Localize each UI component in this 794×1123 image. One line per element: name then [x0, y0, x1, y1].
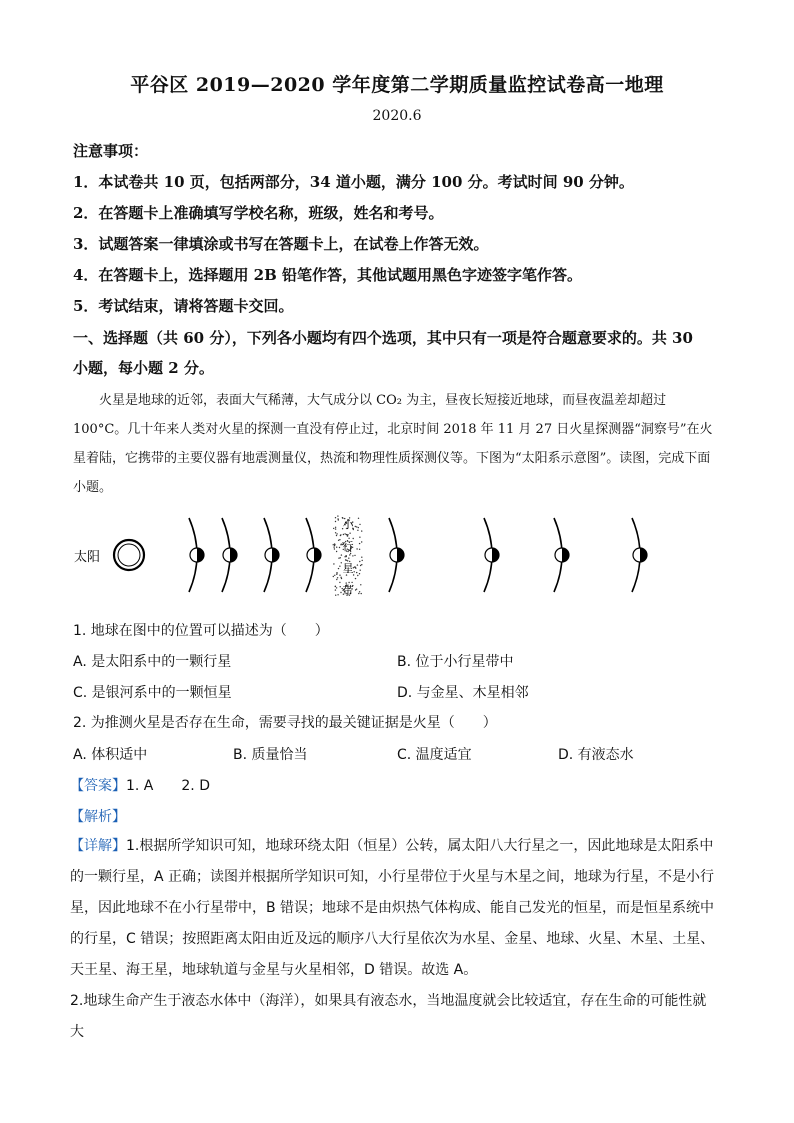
asteroid-dot [356, 572, 357, 573]
q2-option-b: B. 质量恰当 [233, 747, 308, 763]
asteroid-dot [348, 538, 349, 539]
asteroid-dot [359, 524, 360, 525]
notice-item: 1．本试卷共 10 页，包括两部分，34 道小题，满分 100 分。考试时间 90 分钟。 [73, 173, 634, 191]
asteroid-dot [336, 551, 337, 552]
asteroid-dot [346, 560, 347, 561]
analysis-detail-2: 2.地球生命产生于液态水体中（海洋），如果具有液态水，当地温度就会比较适宜，存在生命的可能性就大 [70, 993, 707, 1040]
asteroid-dot [335, 532, 336, 533]
q1-option-a: A. 是太阳系中的一颗行星 [73, 654, 232, 670]
asteroid-dot [333, 544, 334, 545]
asteroid-dot [358, 593, 359, 594]
planet-night-side [397, 548, 404, 562]
asteroid-dot [338, 558, 339, 559]
q1-option-b: B. 位于小行星带中 [397, 654, 514, 670]
asteroid-dot [333, 576, 334, 577]
asteroid-dot [356, 526, 357, 527]
q1-option-c: C. 是银河系中的一颗恒星 [73, 685, 232, 701]
question-2-stem: 2. 为推测火星是否存在生命，需要寻找的最关键证据是火星（ ） [73, 715, 497, 731]
page-title: 平谷区 2019—2020 学年度第二学期质量监控试卷高一地理 [130, 74, 664, 96]
asteroid-dot [361, 593, 362, 594]
planet-night-side [492, 548, 499, 562]
analysis-tag [70, 806, 126, 826]
asteroid-dot [359, 591, 360, 592]
asteroid-dot [340, 557, 341, 558]
asteroid-dot [337, 577, 338, 578]
asteroid-dot [354, 555, 355, 556]
section-heading-line1: 一、选择题（共 60 分），下列各小题均有四个选项，其中只有一项是符合题意要求的。共 30 [73, 329, 693, 347]
asteroid-dot [360, 565, 361, 566]
asteroid-dot [359, 549, 360, 550]
asteroid-dot [352, 555, 353, 556]
asteroid-dot [361, 557, 362, 558]
q2-option-d: D. 有液态水 [558, 747, 634, 763]
answer-tag: 【答案】 [70, 778, 126, 794]
notice-item: 3．试题答案一律填涂或书写在答题卡上，在试卷上作答无效。 [73, 235, 489, 253]
asteroid-dot [341, 554, 342, 555]
asteroid-dot [337, 518, 338, 519]
asteroid-dot [334, 548, 335, 549]
asteroid-dot [337, 594, 338, 595]
asteroid-dot [345, 555, 346, 556]
asteroid-dot [335, 589, 336, 590]
asteroid-dot [343, 534, 344, 535]
asteroid-dot [355, 526, 356, 527]
asteroid-dot [354, 571, 355, 572]
analysis-label: 【解析】 [70, 809, 126, 825]
asteroid-dot [337, 515, 338, 516]
asteroid-dot [338, 568, 339, 569]
asteroid-dot [336, 579, 337, 580]
planet-night-side [640, 548, 647, 562]
planet-night-side [230, 548, 237, 562]
asteroid-dot [356, 548, 357, 549]
asteroid-dot [350, 553, 351, 554]
asteroid-dot [359, 561, 360, 562]
exam-date: 2020.6 [372, 108, 422, 124]
asteroid-dot [344, 533, 345, 534]
asteroid-dot [339, 539, 340, 540]
planet-orbits [189, 518, 647, 592]
asteroid-dot [349, 533, 350, 534]
question-1-stem: 1. 地球在图中的位置可以描述为（ ） [73, 623, 329, 639]
asteroid-dot [359, 537, 360, 538]
q2-option-c: C. 温度适宜 [397, 747, 472, 763]
asteroid-dot [349, 554, 350, 555]
answer-text: 1. A 2. D [126, 778, 210, 794]
asteroid-dot [333, 546, 334, 547]
asteroid-dot [336, 572, 337, 573]
asteroid-dot [351, 582, 352, 583]
asteroid-dot [339, 575, 340, 576]
asteroid-dot [357, 575, 358, 576]
asteroid-dot [346, 534, 347, 535]
asteroid-dot [339, 547, 340, 548]
planet-night-side [562, 548, 569, 562]
asteroid-dot [357, 564, 358, 565]
planet-night-side [197, 548, 204, 562]
asteroid-dot [354, 566, 355, 567]
asteroid-dot [334, 543, 335, 544]
asteroid-dot [361, 530, 362, 531]
asteroid-dot [359, 573, 360, 574]
asteroid-dot [361, 541, 362, 542]
belt-label-char: 带 [342, 584, 354, 597]
asteroid-dot [353, 538, 354, 539]
asteroid-dot [358, 527, 359, 528]
asteroid-dot [340, 577, 341, 578]
asteroid-dot [348, 582, 349, 583]
asteroid-dot [336, 547, 337, 548]
belt-label-char: 小 [342, 518, 354, 531]
asteroid-dot [362, 560, 363, 561]
asteroid-dot [340, 586, 341, 587]
notice-item: 2．在答题卡上准确填写学校名称，班级，姓名和考号。 [73, 204, 444, 222]
asteroid-dot [355, 589, 356, 590]
asteroid-dot [340, 535, 341, 536]
asteroid-dot [336, 535, 337, 536]
reading-passage: 火星是地球的近邻，表面大气稀薄，大气成分以 CO₂ 为主，昼夜长短接近地球，而昼夜温差却超过 100°C。几十年来人类对火星的探测一直没有停止过，北京时间 2018 年 11 月 27 日火星探测器“洞察号”在火星着陆，它携带的主要仪器有地震测量仪，热流和物理性质探测仪等。下图为“太阳系示意图”。读图，完成下面小题。 [73, 393, 713, 495]
q1-option-d: D. 与金星、木星相邻 [397, 685, 529, 701]
asteroid-dot [361, 564, 362, 565]
asteroid-dot [340, 592, 341, 593]
asteroid-dot [335, 527, 336, 528]
asteroid-dot [335, 595, 336, 596]
asteroid-dot [335, 528, 336, 529]
detail-text-1: 1.根据所学知识可知，地球环绕太阳（恒星）公转，属太阳八大行星之一，因此地球是太阳系中的一颗行星，A 正确；读图并根据所学知识可知，小行星带位于火星与木星之间，地球为行星，不是小行星，因此地球不在小行星带中，B 错误；地球不是由炽热气体构成、能自己发光的恒星，而是恒星系统中的行星，C 错误；按照距离太阳由近及远的顺序八大行星依次为水星、金星、地球、火星、木星、土星、天王星、海王星，地球轨道与金星与火星相邻，D 错误。故选 A。 [70, 838, 715, 978]
analysis-detail-1 [70, 831, 720, 986]
asteroid-dot [334, 575, 335, 576]
asteroid-dot [347, 535, 348, 536]
asteroid-dot [333, 563, 334, 564]
asteroid-dot [348, 558, 349, 559]
asteroid-dot [358, 518, 359, 519]
asteroid-dot [339, 566, 340, 567]
asteroid-dot [335, 586, 336, 587]
asteroid-dot [338, 540, 339, 541]
asteroid-belt [333, 515, 363, 597]
asteroid-dot [355, 578, 356, 579]
notice-item: 4．在答题卡上，选择题用 2B 铅笔作答，其他试题用黑色字迹签字笔作答。 [73, 266, 582, 284]
asteroid-dot [359, 543, 360, 544]
sun-label: 太阳 [74, 550, 101, 565]
answer-line [70, 775, 210, 795]
planet-night-side [314, 548, 321, 562]
asteroid-dot [341, 578, 342, 579]
belt-label-char: 行 [342, 540, 354, 553]
asteroid-dot [360, 570, 361, 571]
asteroid-dot [336, 533, 337, 534]
asteroid-dot [335, 521, 336, 522]
belt-label-char: 星 [342, 562, 354, 575]
asteroid-dot [335, 517, 336, 518]
planet-night-side [272, 548, 279, 562]
q2-option-a: A. 体积适中 [73, 747, 148, 763]
asteroid-dot [360, 584, 361, 585]
notice-item: 5．考试结束，请将答题卡交回。 [73, 297, 294, 315]
detail-tag: 【详解】 [70, 838, 126, 854]
asteroid-dot [334, 545, 335, 546]
asteroid-dot [336, 587, 337, 588]
solar-system-diagram [60, 512, 660, 602]
asteroid-dot [357, 530, 358, 531]
asteroid-dot [333, 528, 334, 529]
asteroid-dot [336, 573, 337, 574]
notice-heading: 注意事项： [73, 142, 149, 160]
asteroid-dot [344, 556, 345, 557]
section-heading-line2: 小题，每小题 2 分。 [73, 359, 214, 377]
asteroid-dot [339, 582, 340, 583]
